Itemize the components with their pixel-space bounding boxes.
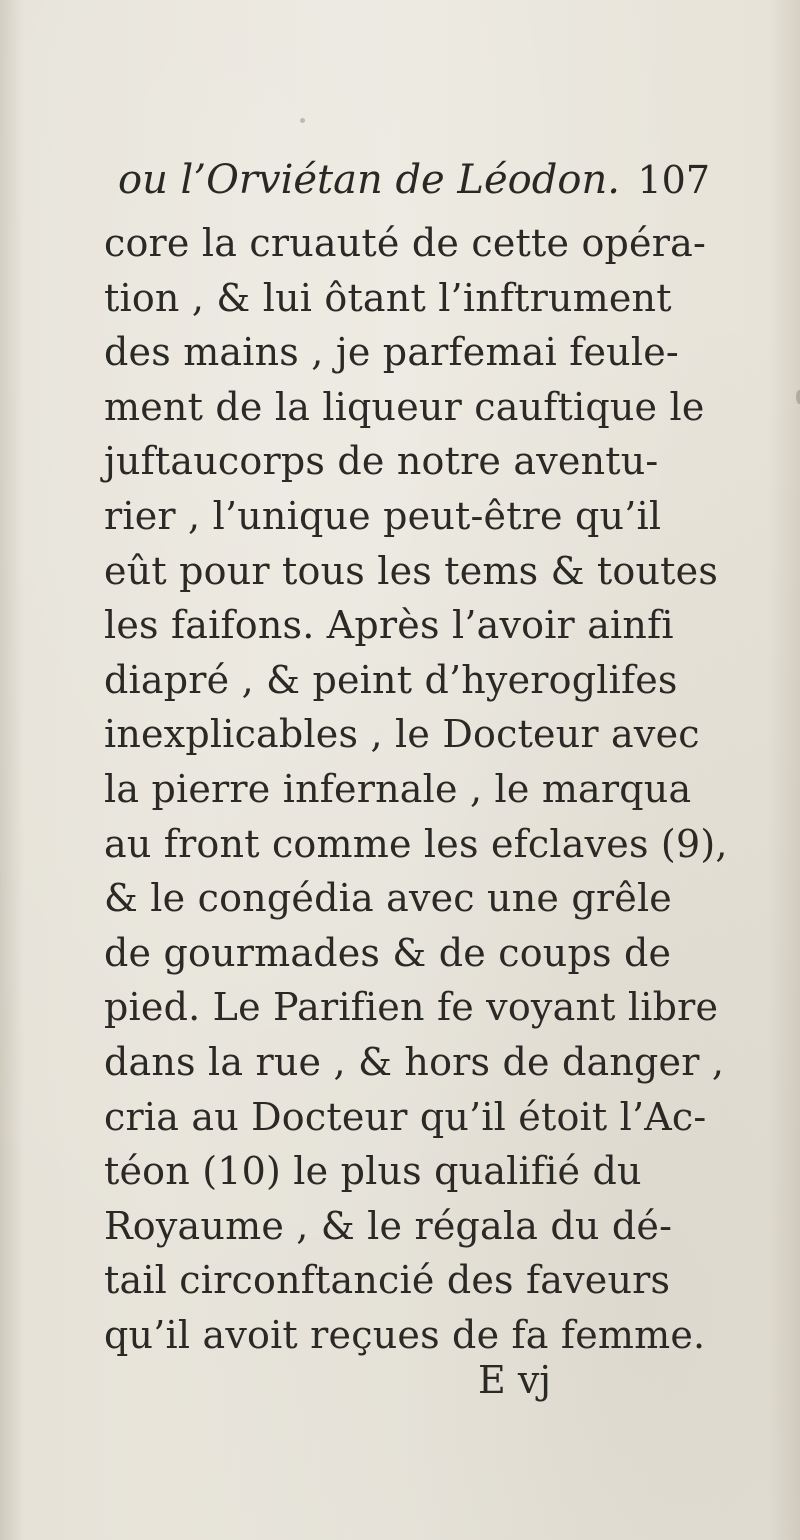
text-line: juftaucorps de notre aventu- bbox=[104, 439, 659, 484]
text-line: la pierre infernale , le marqua bbox=[104, 766, 692, 811]
text-line: dans la rue , & hors de danger , bbox=[104, 1039, 725, 1084]
text-line: tion , & lui ôtant l’inftrument bbox=[104, 275, 672, 320]
text-line: core la cruauté de cette opéra- bbox=[104, 221, 706, 265]
page-header bbox=[118, 152, 710, 212]
text-line: inexplicables , le Docteur avec bbox=[104, 712, 700, 757]
text-line: des mains , je parfemai feule- bbox=[104, 330, 679, 375]
text-line: & le congédia avec une grêle bbox=[104, 876, 672, 921]
text-line: eût pour tous les tems & toutes bbox=[104, 548, 719, 593]
text-line: qu’il avoit reçues de fa femme. bbox=[104, 1312, 706, 1357]
text-line: rier , l’unique peut-être qu’il bbox=[104, 493, 662, 538]
text-line: tail circonftancié des faveurs bbox=[104, 1258, 671, 1303]
text-line: les faifons. Après l’avoir ainfi bbox=[104, 603, 674, 648]
paper-stain bbox=[796, 390, 800, 404]
page-number: 107 bbox=[637, 158, 710, 202]
paper-stain bbox=[300, 118, 305, 123]
signature-mark: E vj bbox=[478, 1358, 552, 1402]
text-line: pied. Le Parifien fe voyant libre bbox=[104, 985, 719, 1030]
text-line: Royaume , & le régala du dé- bbox=[104, 1203, 673, 1248]
text-line: au front comme les efclaves (9), bbox=[104, 821, 728, 866]
text-line: de gourmades & de coups de bbox=[104, 930, 672, 975]
running-title: ou l’Orviétan de Léodon. bbox=[118, 157, 620, 203]
text-line: cria au Docteur qu’il étoit l’Ac- bbox=[104, 1094, 707, 1139]
text-line: ment de la liqueur cauftique le bbox=[104, 384, 705, 429]
text-line: téon (10) le plus qualifié du bbox=[104, 1149, 642, 1194]
text-line: diapré , & peint d’hyeroglifes bbox=[104, 657, 678, 702]
body-text bbox=[104, 216, 728, 1362]
